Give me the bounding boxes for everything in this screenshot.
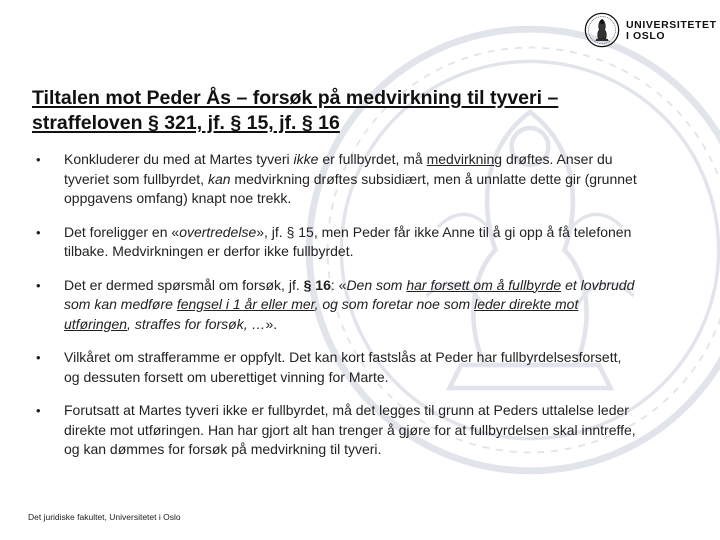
bullet-text: Det er dermed spørsmål om forsøk, jf. § 16: «Den som har forsett om å fullbyrde et lovbrudd som kan medføre fengsel i 1 år eller mer, og som foretar noe som leder direkte mot utføringen, straffes for forsøk, …». [64, 276, 635, 332]
bullet-list [0, 150, 720, 460]
logo-line-1: UNIVERSITETET [626, 19, 717, 31]
bullet-dot-icon: • [36, 152, 41, 167]
bullet-item [0, 276, 720, 335]
footer-text: Det juridiske fakultet, Universitetet i Oslo [28, 512, 181, 522]
logo-line-2: I OSLO [626, 30, 666, 42]
bullet-dot-icon: • [36, 224, 41, 240]
bullet-item [0, 401, 720, 460]
bullet-dot-icon: • [36, 403, 41, 418]
bullet-dot-icon: • [36, 277, 41, 293]
bullet-text: Det foreligger en «overtredelse», jf. § 15, men Peder får ikke Anne til å gi opp å få telefonen tilbake. Medvirkningen er derfor ikke fullbyrdet. [64, 223, 632, 259]
bullet-item [0, 348, 720, 387]
university-logo [584, 12, 717, 50]
bullet-item [0, 150, 720, 209]
slide-title: Tiltalen mot Peder Ås – forsøk på medvirkning til tyveri – straffeloven § 321, jf. § 15, jf. § 16 [32, 87, 559, 134]
university-seal-icon [584, 12, 620, 48]
bullet-dot-icon: • [36, 350, 41, 365]
bullet-item [0, 223, 720, 262]
bullet-text: Vilkåret om strafferamme er oppfylt. Det kan kort fastslås at Peder har fullbyrdelsesforsett, og dessuten forsett om uberettiget vinning for Marte. [64, 349, 622, 385]
logo-wordmark [626, 20, 717, 42]
bullet-text: Konkluderer du med at Martes tyveri ikke er fullbyrdet, må medvirkning drøftes. Anser du tyveriet som fullbyrdet, kan medvirkning drøftes subsidiært, men å unnlatte dette gir (grunnet oppgavens omfang) knapt noe trekk. [64, 151, 637, 206]
bullet-text: Forutsatt at Martes tyveri ikke er fullbyrdet, må det legges til grunn at Peders uttalelse leder direkte mot utføringen. Han har gjort alt han trenger å gjøre for at fullbyrdelsen skal inntreffe, og kan dømmes for forsøk på medvirkning til tyveri. [64, 402, 636, 457]
